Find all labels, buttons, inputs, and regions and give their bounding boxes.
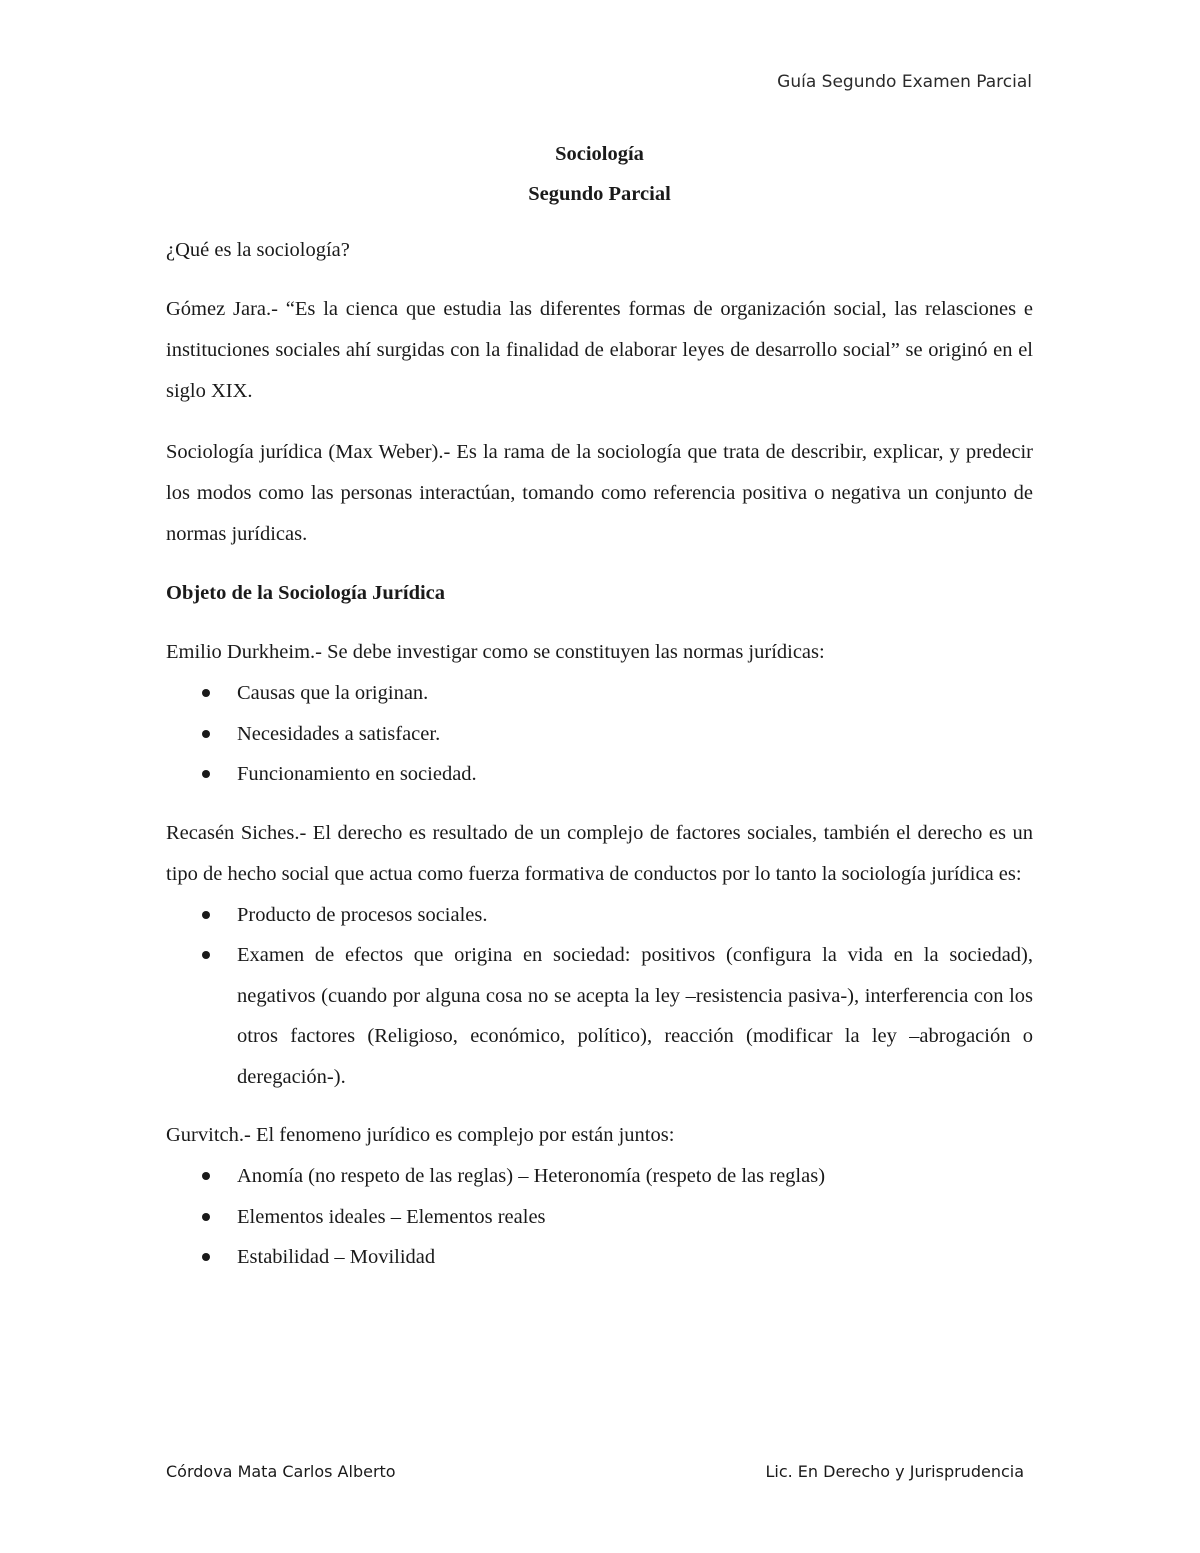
- footer-degree: Lic. En Derecho y Jurisprudencia: [765, 1462, 1024, 1481]
- list-item-text: Funcionamiento en sociedad.: [237, 763, 477, 785]
- bullet-icon: [202, 689, 210, 697]
- bullet-icon: [202, 1253, 210, 1261]
- section-heading: Objeto de la Sociología Jurídica: [166, 582, 446, 604]
- bullet-icon: [202, 1213, 210, 1221]
- page-header: Guía Segundo Examen Parcial: [777, 72, 1032, 92]
- bullet-icon: [202, 951, 210, 959]
- bullet-icon: [202, 911, 210, 919]
- document-subtitle: Segundo Parcial: [528, 183, 671, 205]
- question-line: ¿Qué es la sociología?: [166, 239, 350, 261]
- recasen-list: [166, 895, 1033, 1098]
- list-item-text: Anomía (no respeto de las reglas) – Heteronomía (respeto de las reglas): [237, 1165, 826, 1187]
- list-item: [166, 754, 1033, 795]
- footer-author: Córdova Mata Carlos Alberto: [166, 1462, 396, 1481]
- gomez-paragraph: Gómez Jara.- “Es la cienca que estudia las diferentes formas de organización social, las relasciones e instituciones sociales ahí surgidas con la finalidad de elaborar leyes de desarrollo social” se originó en el siglo XIX.: [166, 298, 1033, 402]
- list-item: [166, 714, 1033, 755]
- document-body: [166, 138, 1033, 1278]
- list-item: [166, 1237, 1033, 1278]
- list-item: [166, 935, 1033, 1097]
- list-item-text: Causas que la originan.: [237, 682, 429, 704]
- list-item-text: Producto de procesos sociales.: [237, 903, 488, 926]
- bullet-icon: [202, 770, 210, 778]
- juridica-paragraph: Sociología jurídica (Max Weber).- Es la rama de la sociología que trata de describir, explicar, y predecir los modos como las personas interactúan, tomando como referencia positiva o negativa un conjunto de normas jurídicas.: [166, 441, 1033, 545]
- bullet-icon: [202, 730, 210, 738]
- recasen-paragraph: Recasén Siches.- El derecho es resultado de un complejo de factores sociales, también el derecho es un tipo de hecho social que actua como fuerza formativa de conductos por lo tanto la sociología jurídica es:: [166, 821, 1033, 885]
- list-item-text: Examen de efectos que origina en sociedad: positivos (configura la vida en la sociedad), negativos (cuando por alguna cosa no se acepta la ley –resistencia pasiva-), interferencia con los otros factores (Religioso, económico, político), reacción (modificar la ley –abrogación o deregación-).: [237, 944, 1033, 1088]
- bullet-icon: [202, 1172, 210, 1180]
- list-item-text: Necesidades a satisfacer.: [237, 722, 441, 745]
- list-item-text: Estabilidad – Movilidad: [237, 1246, 436, 1268]
- document-title: Sociología: [555, 143, 644, 165]
- durkheim-list: [166, 673, 1033, 795]
- list-item: [166, 673, 1033, 714]
- list-item: [166, 895, 1033, 936]
- gurvitch-paragraph: Gurvitch.- El fenomeno jurídico es complejo por están juntos:: [166, 1124, 675, 1146]
- list-item: [166, 1197, 1033, 1238]
- list-item: [166, 1156, 1033, 1197]
- gurvitch-list: [166, 1156, 1033, 1278]
- durkheim-paragraph: Emilio Durkheim.- Se debe investigar como se constituyen las normas jurídicas:: [166, 641, 825, 663]
- list-item-text: Elementos ideales – Elementos reales: [237, 1205, 546, 1228]
